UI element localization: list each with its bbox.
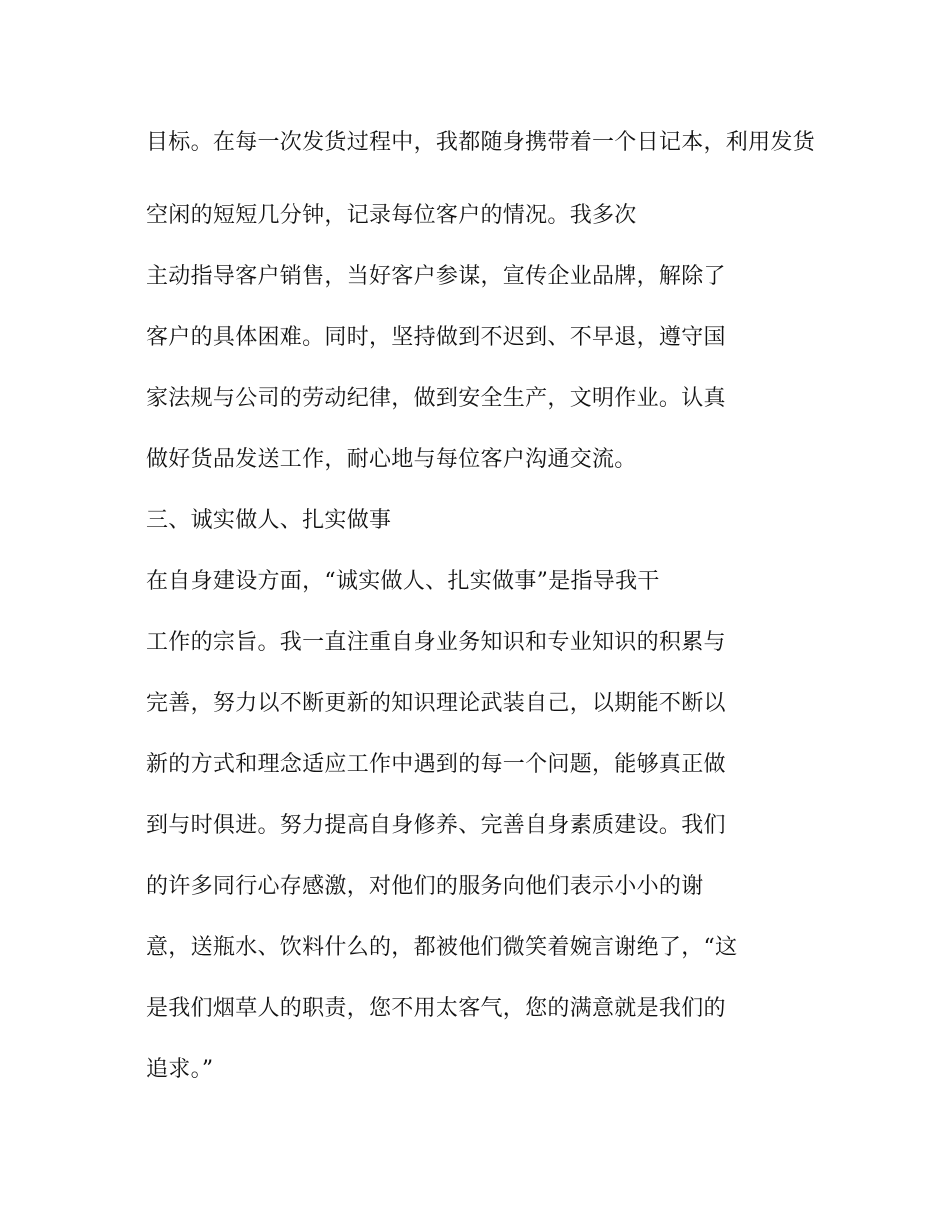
paragraph-line-11: 新的方式和理念适应工作中遇到的每一个问题，能够真正做 xyxy=(146,752,726,777)
paragraph-line-2: 空闲的短短几分钟，记录每位客户的情况。我多次 xyxy=(146,203,637,228)
paragraph-line-15: 是我们烟草人的职责，您不用太客气，您的满意就是我们的 xyxy=(146,996,726,1021)
paragraph-line-5: 家法规与公司的劳动纪律，做到安全生产，文明作业。认真 xyxy=(146,386,726,411)
paragraph-line-9: 工作的宗旨。我一直注重自身业务知识和专业知识的积累与 xyxy=(146,630,726,655)
paragraph-line-14: 意，送瓶水、饮料什么的，都被他们微笑着婉言谢绝了，“这 xyxy=(146,935,738,960)
paragraph-line-8: 在自身建设方面，“诚实做人、扎实做事”是指导我干 xyxy=(146,569,660,594)
paragraph-line-6: 做好货品发送工作，耐心地与每位客户沟通交流。 xyxy=(146,447,637,472)
paragraph-line-16: 追求。” xyxy=(146,1057,214,1082)
paragraph-line-10: 完善，努力以不断更新的知识理论武装自己，以期能不断以 xyxy=(146,691,726,716)
paragraph-line-4: 客户的具体困难。同时，坚持做到不迟到、不早退，遵守国 xyxy=(146,325,726,350)
paragraph-line-12: 到与时俱进。努力提高自身修养、完善自身素质建设。我们 xyxy=(146,813,726,838)
paragraph-line-1: 目标。在每一次发货过程中，我都随身携带着一个日记本，利用发货 xyxy=(146,130,816,155)
paragraph-line-13: 的许多同行心存感激，对他们的服务向他们表示小小的谢 xyxy=(146,874,704,899)
paragraph-line-3: 主动指导客户销售，当好客户参谋，宣传企业品牌，解除了 xyxy=(146,264,726,289)
section-heading: 三、诚实做人、扎实做事 xyxy=(146,508,392,533)
